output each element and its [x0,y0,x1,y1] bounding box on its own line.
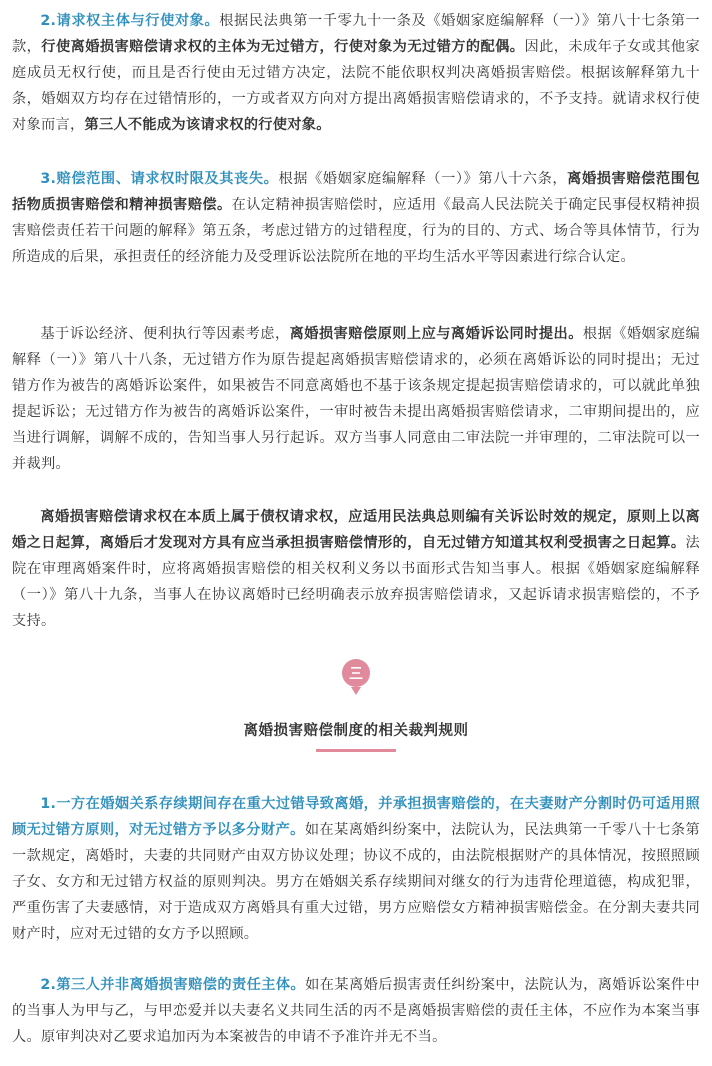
paragraph-text: 根据《婚姻家庭编解释（一）》第八十八条，无过错方作为原告提起离婚损害赔偿请求的，必须在离婚诉讼的同时提出；无过错方作为被告的离婚诉讼案件，如果被告不同意离婚也不基于该条规定提起损害赔偿请求的，可以就此单独提起诉讼；无过错方作为被告的离婚诉讼案件，一审时被告未提出离婚损害赔偿请求，二审期间提出的，应当进行调解，调解不成的，告知当事人另行起诉。双方当事人同意由二审法院一并审理的，二审法院可以一并裁判。 [12,326,700,472]
paragraph-compensation-scope [12,166,700,270]
paragraph-emphasis: 离婚损害赔偿范围包括物质损害赔偿和精神损害赔偿。 [12,171,700,213]
paragraph-heading: 2.请求权主体与行使对象。 [40,13,220,29]
section-badge [0,659,712,703]
paragraph-filing-timing [12,321,700,477]
paragraph-text: 在认定精神损害赔偿时，应适用《最高人民法院关于确定民事侵权精神损害赔偿责任若干问题的解释》第五条，考虑过错方的过错程度，行为的目的、方式、场合等具体情节，行为所造成的后果，承担责任的经济能力及受理诉讼法院所在地的平均生活水平等因素进行综合认定。 [12,197,700,265]
paragraph-text: 基于诉讼经济、便利执行等因素考虑， [40,326,290,342]
paragraph-text: 因此，未成年子女或其他家庭成员无权行使，而且是否行使由无过错方决定，法院不能依职权判决离婚损害赔偿。根据该解释第九十条，婚姻双方均存在过错情形的，一方或者双方向对方提出离婚损害赔偿请求的，不予支持。就请求权行使对象而言， [12,39,700,133]
paragraph-heading: 2.第三人并非离婚损害赔偿的责任主体。 [40,977,306,993]
chinese-numeral-three-icon [342,659,370,687]
badge-pointer [351,687,361,695]
paragraph-text: 根据《婚姻家庭编解释（一）》第八十六条， [278,171,568,187]
section-title: 离婚损害赔偿制度的相关裁判规则 [243,723,469,739]
paragraph-emphasis: 第三人不能成为该请求权的行使对象。 [84,117,331,133]
paragraph-rule-two [12,972,700,1050]
paragraph-text: 法院在审理离婚案件时，应将离婚损害赔偿的相关权利义务以书面形式告知当事人。根据《婚姻家庭编解释（一）》第八十九条，当事人在协议离婚时已经明确表示放弃损害赔偿请求，又起诉请求损害赔偿的，不予支持。 [12,535,700,629]
paragraph-rule-one [12,791,700,947]
paragraph-emphasis: 离婚损害赔偿请求权在本质上属于债权请求权，应适用民法典总则编有关诉讼时效的规定，原则上以离婚之日起算，离婚后才发现对方具有应当承担损害赔偿情形的，自无过错方知道其权利受损害之日起算。 [12,509,700,551]
paragraph-heading: 1.一方在婚姻关系存续期间存在重大过错导致离婚，并承担损害赔偿的，在夫妻财产分割时仍可适用照顾无过错方原则，对无过错方予以多分财产。 [12,796,700,838]
paragraph-heading: 3.赔偿范围、请求权时限及其丧失。 [40,171,279,187]
paragraph-limitation-period [12,504,700,634]
paragraph-claim-subject [12,8,700,138]
paragraph-emphasis: 行使离婚损害赔偿请求权的主体为无过错方，行使对象为无过错方的配偶。 [41,39,525,55]
section-title-underline [316,749,396,752]
paragraph-text: 如在某离婚后损害责任纠纷案中，法院认为，离婚诉讼案件中的当事人为甲与乙，与甲恋爱并以夫妻名义共同生活的丙不是离婚损害赔偿的责任主体，不应作为本案当事人。原审判决对乙要求追加丙为本案被告的申请不予准许并无不当。 [12,977,701,1045]
paragraph-emphasis: 离婚损害赔偿原则上应与离婚诉讼同时提出。 [289,326,583,342]
paragraph-text: 根据民法典第一千零九十一条及《婚姻家庭编解释（一）》第八十七条第一款， [12,13,700,55]
paragraph-text: 如在某离婚纠纷案中，法院认为，民法典第一千零八十七条第一款规定，离婚时，夫妻的共同财产由双方协议处理；协议不成的，由法院根据财产的具体情况，按照照顾子女、女方和无过错方权益的原则判决。男方在婚姻关系存续期间对继女的行为违背伦理道德，构成犯罪，严重伤害了夫妻感情，对于造成双方离婚具有重大过错，男方应赔偿女方精神损害赔偿金。在分割夫妻共同财产时，应对无过错的女方予以照顾。 [12,822,700,942]
